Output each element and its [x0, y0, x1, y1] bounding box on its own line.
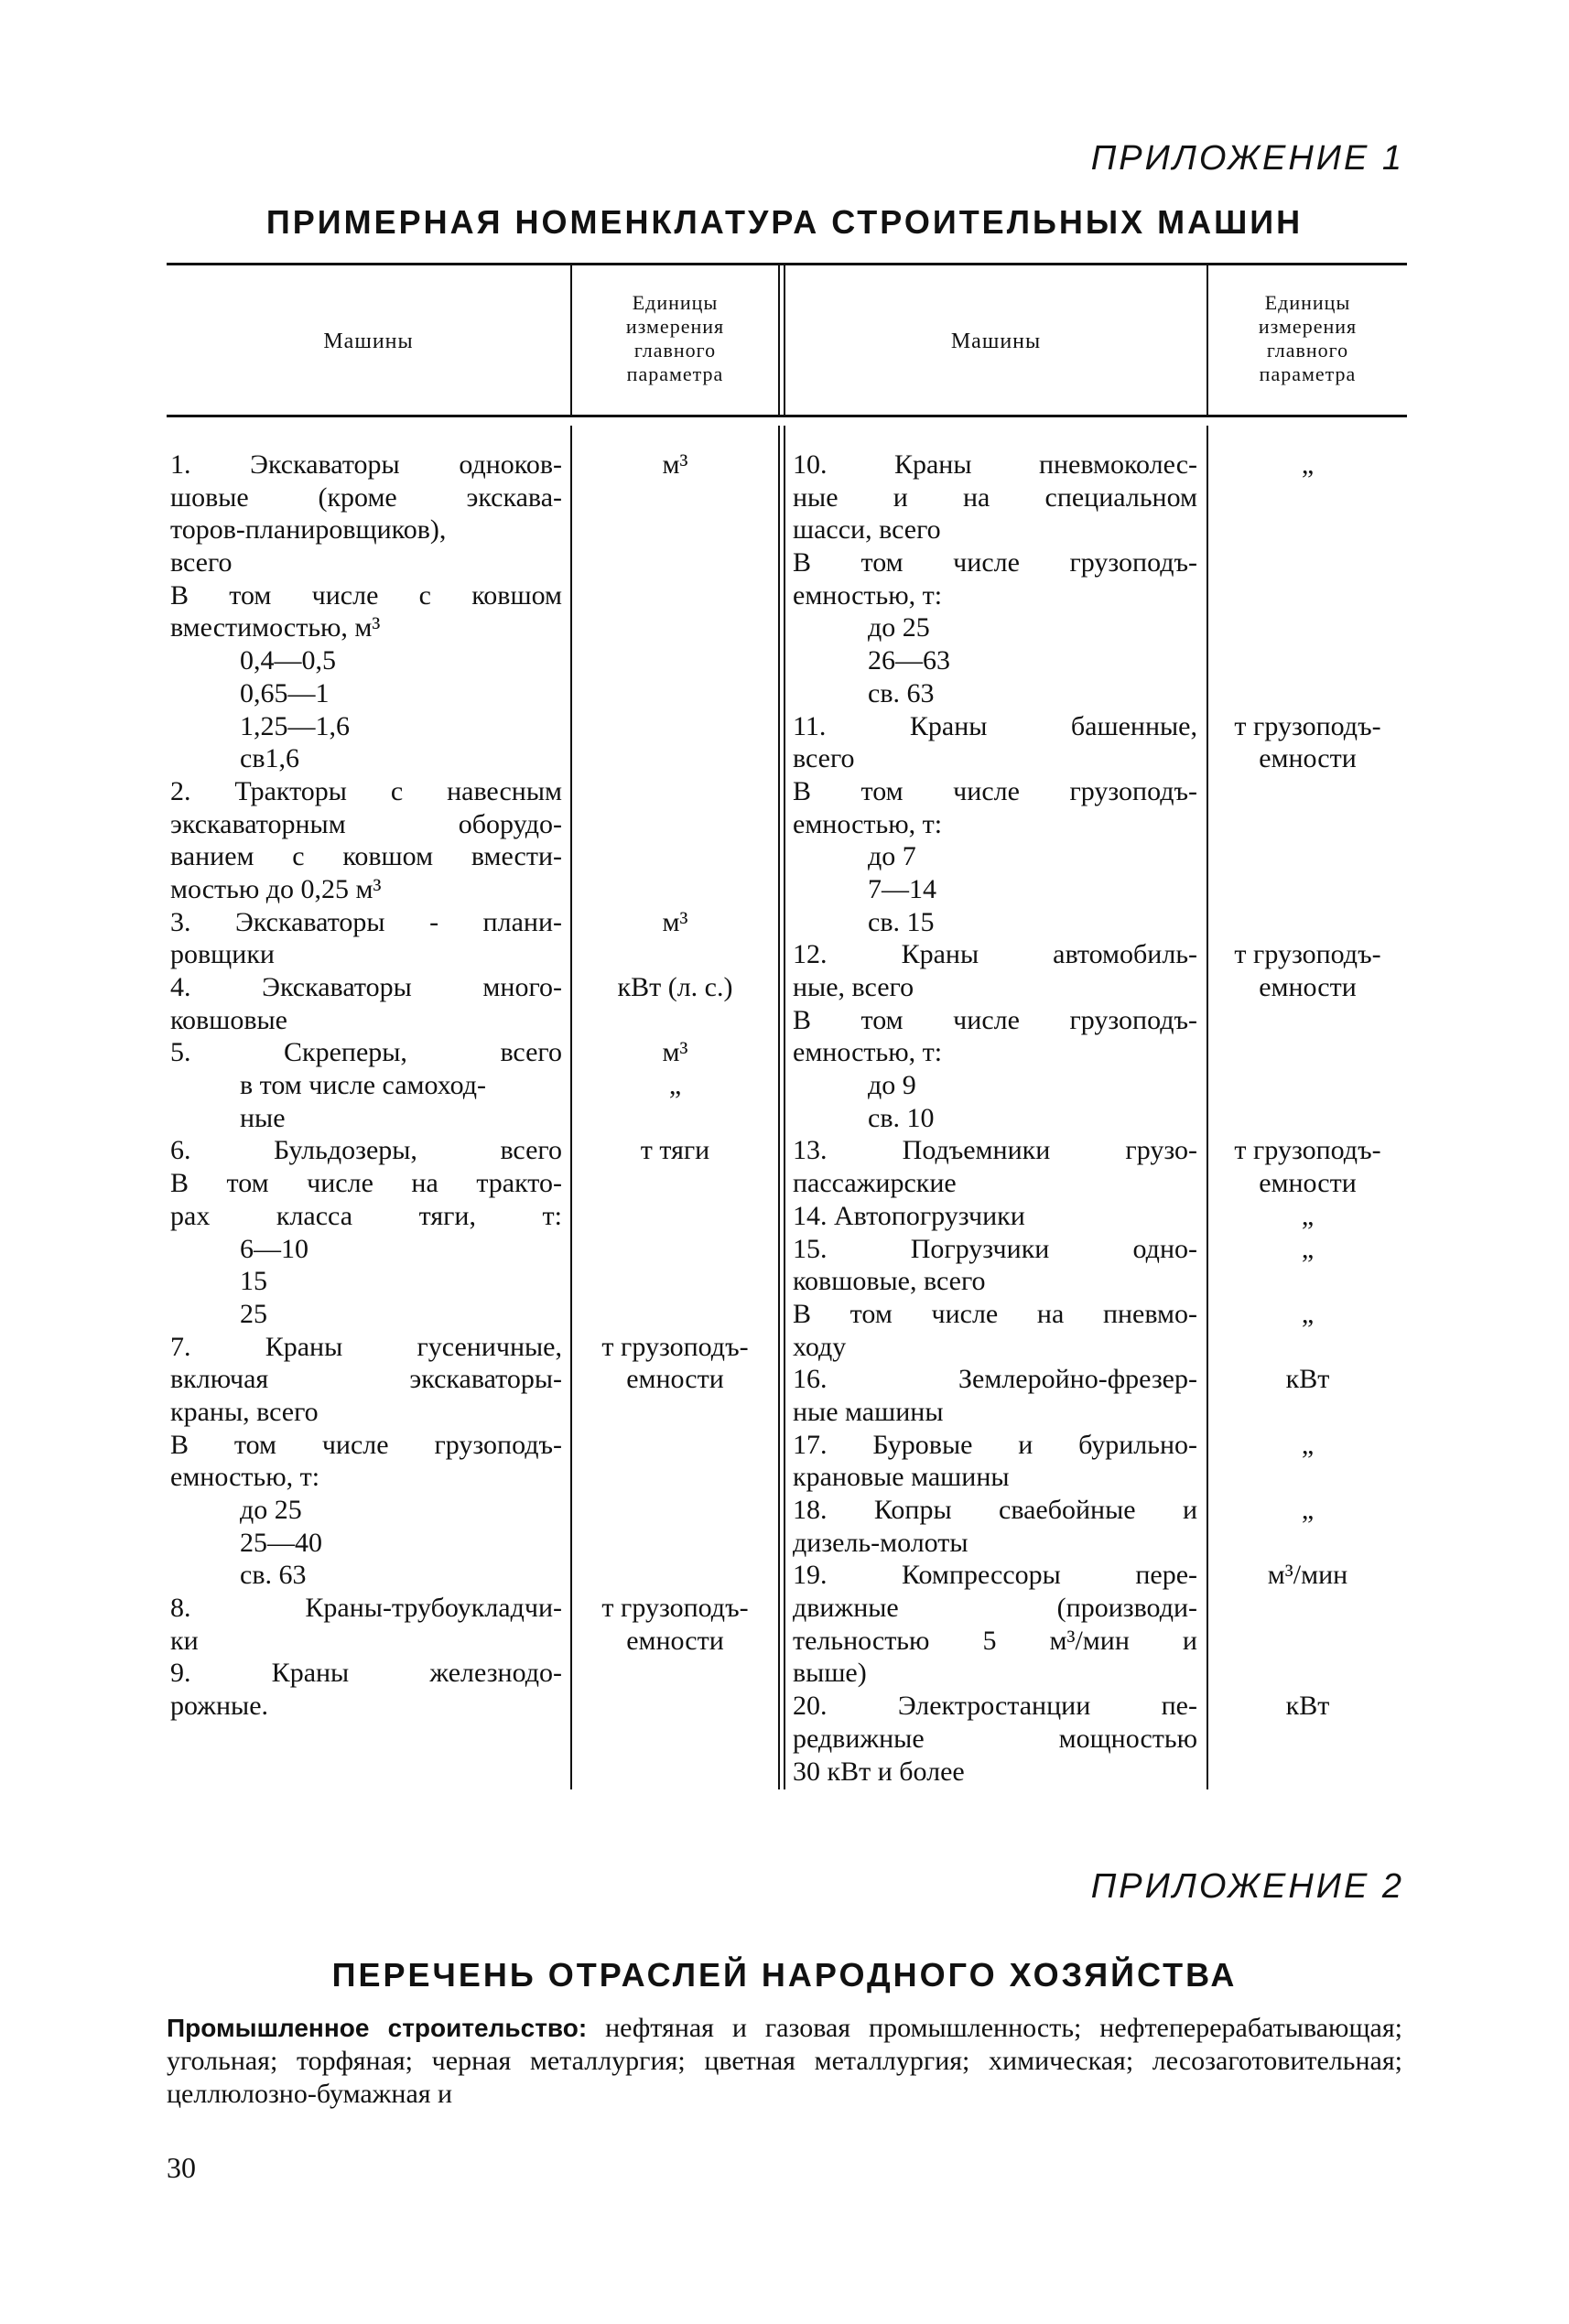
right-unit-cell — [1208, 1461, 1407, 1494]
left-unit-cell — [572, 1690, 778, 1723]
left-machine-line: шовые (кроме экскава- — [170, 481, 562, 513]
left-unit-cell — [572, 546, 778, 579]
right-machine-line: ные, всего — [793, 972, 914, 1002]
right-machine-line: емностью, т: — [793, 808, 943, 839]
right-unit-cell — [1208, 1592, 1407, 1625]
right-machine-line: 18. Копры сваебойные и — [793, 1495, 1197, 1525]
left-unit-cell — [572, 1265, 778, 1298]
left-unit-cell: т грузоподъ- — [601, 1593, 749, 1624]
header-units-right: Единицы измерения главного параметра — [1258, 291, 1358, 385]
right-machine-line: св. 10 — [868, 1102, 935, 1133]
right-unit-cell: м³/мин — [1267, 1560, 1348, 1591]
right-machine-line: ные машины — [793, 1396, 944, 1427]
left-machine-line: 25 — [240, 1298, 267, 1329]
right-machines-column — [793, 449, 1197, 1788]
appendix-2-label: ПРИЛОЖЕНИЕ 2 — [1090, 1867, 1404, 1906]
left-machine-line: 7. Краны гусеничные, — [170, 1331, 562, 1362]
left-machine-line: 0,65—1 — [240, 677, 330, 708]
right-unit-cell — [1208, 1265, 1407, 1298]
left-unit-cell — [572, 1461, 778, 1494]
right-unit-cell: кВт — [1285, 1691, 1330, 1722]
paragraph-lead: Промышленное строительство: — [167, 2014, 588, 2042]
left-machine-line: 1,25—1,6 — [240, 710, 350, 741]
left-machine-line: 4. Экскаваторы много- — [170, 972, 562, 1002]
right-machine-line: пассажирские — [793, 1168, 957, 1199]
table-top-rule — [167, 263, 1407, 265]
right-machine-line: ковшовые, всего — [793, 1266, 986, 1297]
left-machine-line: емностью, т: — [170, 1462, 320, 1493]
right-machine-line: крановые машины — [793, 1462, 1010, 1493]
right-machine-line: 15. Погрузчики одно- — [793, 1233, 1197, 1264]
right-unit-cell: „ — [1301, 1429, 1315, 1460]
left-machine-line: до 25 — [240, 1495, 302, 1525]
left-machine-line: ковшовые — [170, 1004, 287, 1035]
right-unit-cell: т грузоподъ- — [1234, 1135, 1381, 1166]
left-unit-cell: т грузоподъ- — [601, 1331, 749, 1362]
right-unit-cell — [1208, 611, 1407, 644]
right-machine-line: шасси, всего — [793, 514, 941, 546]
left-unit-cell: емности — [626, 1625, 724, 1656]
left-unit-cell — [572, 1200, 778, 1233]
right-machine-line: выше) — [793, 1658, 867, 1689]
appendix-1-label: ПРИЛОЖЕНИЕ 1 — [1090, 139, 1404, 178]
left-units-column — [572, 449, 778, 1723]
page-number: 30 — [167, 2151, 196, 2184]
right-unit-cell: кВт — [1285, 1364, 1330, 1395]
right-unit-cell: „ — [1301, 1495, 1315, 1525]
right-machine-line: 7—14 — [868, 873, 936, 904]
right-machine-line: В том числе грузоподъ- — [793, 547, 1197, 578]
right-machine-line: до 7 — [868, 841, 916, 872]
right-machine-line: редвижные мощностью — [793, 1723, 1197, 1754]
right-unit-cell — [1208, 579, 1407, 612]
left-unit-cell — [572, 873, 778, 906]
right-machine-line: до 9 — [868, 1070, 916, 1101]
left-unit-cell: емности — [626, 1364, 724, 1395]
right-unit-cell — [1208, 1331, 1407, 1364]
right-unit-cell — [1208, 481, 1407, 514]
left-machine-line: всего — [170, 547, 233, 578]
left-machine-line: вместимостью, м³ — [170, 612, 381, 643]
left-machine-line: в том числе самоход- — [240, 1070, 487, 1101]
right-machine-line: 30 кВт и более — [793, 1756, 965, 1787]
left-machine-line: 2. Тракторы с навесным — [170, 775, 562, 806]
left-machine-line: 8. Краны-трубоукладчи- — [170, 1593, 562, 1624]
left-unit-cell — [572, 1494, 778, 1527]
left-unit-cell — [572, 775, 778, 808]
appendix-1-title: ПРИМЕРНАЯ НОМЕНКЛАТУРА СТРОИТЕЛЬНЫХ МАШИН — [265, 203, 1304, 241]
left-unit-cell — [572, 1559, 778, 1592]
left-machine-line: 3. Экскаваторы - плани- — [170, 906, 562, 937]
right-machine-line: 10. Краны пневмоколес- — [793, 449, 1197, 480]
header-units-left: Единицы измерения главного параметра — [625, 291, 725, 385]
right-unit-cell — [1208, 1657, 1407, 1690]
right-machine-line: ходу — [793, 1331, 847, 1362]
column-divider — [778, 426, 780, 1789]
table-header-rule — [167, 415, 1407, 417]
left-machine-line: 5. Скреперы, всего — [170, 1037, 562, 1068]
left-unit-cell — [572, 840, 778, 873]
right-units-column — [1208, 449, 1407, 1788]
left-machine-line: ровщики — [170, 939, 275, 970]
right-unit-cell: емности — [1259, 1168, 1357, 1199]
left-unit-cell: кВт (л. с.) — [617, 972, 733, 1002]
right-machine-line: движные (производи- — [793, 1593, 1197, 1624]
right-unit-cell — [1208, 644, 1407, 677]
right-unit-cell — [1208, 906, 1407, 939]
left-unit-cell — [572, 1004, 778, 1037]
left-unit-cell — [572, 938, 778, 971]
left-unit-cell — [572, 1657, 778, 1690]
right-machine-line: св. 63 — [868, 677, 935, 708]
left-unit-cell — [572, 1167, 778, 1200]
left-machine-line: 0,4—0,5 — [240, 645, 336, 676]
left-machine-line: св1,6 — [240, 743, 299, 774]
right-machine-line: емностью, т: — [793, 1037, 943, 1068]
left-machine-line: мостью до 0,25 м³ — [170, 873, 382, 904]
right-unit-cell — [1208, 1036, 1407, 1069]
right-machine-line: В том числе грузоподъ- — [793, 775, 1197, 806]
header-machines-left: Машины — [323, 330, 414, 353]
right-machine-line: до 25 — [868, 612, 930, 643]
right-unit-cell — [1208, 1396, 1407, 1429]
left-machine-line: 6—10 — [240, 1233, 308, 1264]
right-unit-cell — [1208, 1102, 1407, 1135]
left-machines-column — [170, 449, 562, 1723]
right-unit-cell — [1208, 1625, 1407, 1658]
left-machine-line: рах класса тяги, т: — [170, 1200, 562, 1231]
left-machine-line: 25—40 — [240, 1527, 322, 1558]
right-machine-line: 17. Буровые и бурильно- — [793, 1429, 1197, 1460]
right-machine-line: 11. Краны башенные, — [793, 710, 1197, 741]
right-unit-cell — [1208, 1723, 1407, 1756]
left-unit-cell — [572, 611, 778, 644]
left-machine-line: ванием с ковшом вмести- — [170, 841, 562, 872]
left-unit-cell — [572, 1527, 778, 1560]
left-unit-cell: м³ — [662, 1037, 688, 1068]
right-machine-line: 13. Подъемники грузо- — [793, 1135, 1197, 1166]
left-unit-cell — [572, 1298, 778, 1331]
left-machine-line: рожные. — [170, 1691, 269, 1722]
left-machine-line: 9. Краны железнодо- — [170, 1658, 562, 1689]
left-machine-line: ные — [240, 1102, 286, 1133]
left-machine-line: включая экскаваторы- — [170, 1364, 562, 1395]
industry-paragraph — [167, 2012, 1402, 2111]
left-unit-cell — [572, 677, 778, 710]
left-machine-line: св. 63 — [240, 1560, 307, 1591]
right-machine-line: дизель-молоты — [793, 1527, 968, 1558]
right-machine-line: 26—63 — [868, 645, 950, 676]
left-unit-cell — [572, 1233, 778, 1266]
left-machine-line: В том числе с ковшом — [170, 579, 562, 611]
left-machine-line: 6. Бульдозеры, всего — [170, 1135, 562, 1166]
right-unit-cell: „ — [1301, 1200, 1315, 1231]
right-unit-cell: емности — [1259, 972, 1357, 1002]
right-unit-cell — [1208, 1004, 1407, 1037]
left-machine-line: 1. Экскаваторы одноков- — [170, 449, 562, 480]
right-unit-cell — [1208, 513, 1407, 546]
right-machine-line: 12. Краны автомобиль- — [793, 939, 1197, 970]
right-machine-line: 16. Землеройно-фрезер- — [793, 1364, 1197, 1395]
left-machine-line: экскаваторным оборудо- — [170, 808, 562, 839]
left-machine-line: 15 — [240, 1266, 267, 1297]
left-unit-cell — [572, 513, 778, 546]
left-unit-cell — [572, 644, 778, 677]
right-machine-line: емностью, т: — [793, 579, 943, 611]
right-unit-cell — [1208, 873, 1407, 906]
right-unit-cell — [1208, 775, 1407, 808]
right-machine-line: ные и на специальном — [793, 481, 1197, 513]
left-machine-line: В том числе на тракто- — [170, 1168, 562, 1199]
right-unit-cell — [1208, 1756, 1407, 1789]
right-machine-line: всего — [793, 743, 855, 774]
right-machine-line: тельностью 5 м³/мин и — [793, 1625, 1197, 1656]
right-unit-cell: „ — [1301, 1233, 1315, 1264]
right-unit-cell: емности — [1259, 743, 1357, 774]
right-unit-cell — [1208, 546, 1407, 579]
right-unit-cell: т грузоподъ- — [1234, 710, 1381, 741]
left-machine-line: В том числе грузоподъ- — [170, 1429, 562, 1460]
left-unit-cell — [572, 808, 778, 841]
right-machine-line: 14. Автопогрузчики — [793, 1200, 1025, 1231]
left-unit-cell — [572, 481, 778, 514]
left-unit-cell — [572, 1429, 778, 1462]
right-unit-cell: „ — [1301, 449, 1315, 480]
header-machines-right: Машины — [950, 330, 1042, 353]
right-unit-cell: т грузоподъ- — [1234, 939, 1381, 970]
left-unit-cell — [572, 710, 778, 743]
left-machine-line: торов-планировщиков), — [170, 514, 447, 546]
column-divider — [784, 426, 785, 1789]
left-machine-line: краны, всего — [170, 1396, 319, 1427]
right-machine-line: В том числе на пневмо- — [793, 1298, 1197, 1329]
right-machine-line: 20. Электростанции пе- — [793, 1691, 1197, 1722]
right-machine-line: В том числе грузоподъ- — [793, 1004, 1197, 1035]
right-machine-line: св. 15 — [868, 906, 935, 937]
right-unit-cell — [1208, 1069, 1407, 1102]
right-unit-cell — [1208, 840, 1407, 873]
right-machine-line: 19. Компрессоры пере- — [793, 1560, 1197, 1591]
left-unit-cell — [572, 742, 778, 775]
appendix-2-title: ПЕРЕЧЕНЬ ОТРАСЛЕЙ НАРОДНОГО ХОЗЯЙСТВА — [331, 1956, 1238, 1994]
paragraph-text: нефтяная и газовая промышленность; нефтеперерабатывающая; угольная; торфяная; черная металлургия; цветная металлургия; химическая; лесозаготовительная; целлюлозно-бумажная и — [167, 2013, 1402, 2109]
left-unit-cell — [572, 1396, 778, 1429]
left-machine-line: ки — [170, 1625, 199, 1656]
right-unit-cell — [1208, 677, 1407, 710]
right-unit-cell: „ — [1301, 1298, 1315, 1329]
left-unit-cell: т тяги — [640, 1135, 710, 1166]
left-unit-cell — [572, 1102, 778, 1135]
right-unit-cell — [1208, 1527, 1407, 1560]
right-unit-cell — [1208, 808, 1407, 841]
left-unit-cell: м³ — [662, 906, 688, 937]
left-unit-cell — [572, 579, 778, 612]
left-unit-cell: м³ — [662, 449, 688, 480]
left-unit-cell: „ — [668, 1070, 682, 1101]
column-divider — [778, 265, 780, 415]
